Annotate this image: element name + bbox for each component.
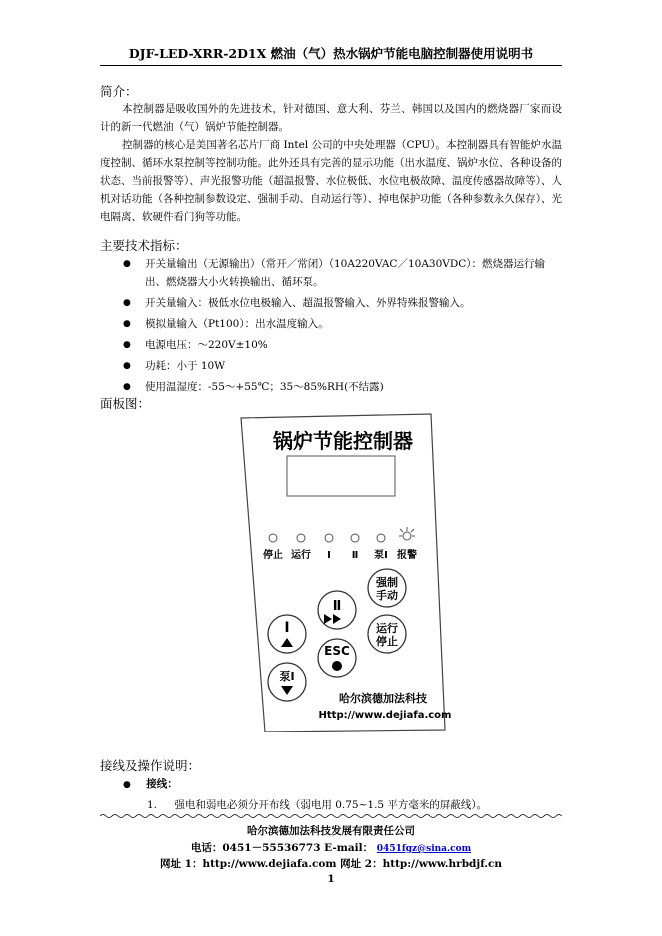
pump-1-down-button [268, 663, 306, 701]
led-label: Ⅰ [327, 550, 331, 561]
brand-name: 哈尔滨德加法科技 [339, 692, 427, 705]
footer-web-1[interactable]: 网址 1：http://www.dejiafa.com [159, 858, 337, 870]
led-stage-1 [325, 534, 333, 542]
svg-text:手动: 手动 [376, 589, 398, 602]
stage-2-up-button [318, 591, 356, 629]
intro-paragraph-2: 控制器的核心是美国著名芯片厂商 Intel 公司的中央处理器（CPU）。本控制器具有智能炉水温度控制、循环水泵控制等控制功能。此外还具有完善的显示功能（出水温度、锅炉水位、各种设备的状态、当前报警等）、声光报警功能（超温报警、水位极低、水位电极故障、温度传感器故障等）、人机对话功能（各种控制参数设定、强制手动、自动运行等）、掉电保护功能（各种参数永久保存）、光电隔离、软硬件看门狗等功能。 [100, 139, 562, 223]
led-label: 泵Ⅰ [374, 550, 388, 561]
footer-websites [100, 856, 562, 871]
svg-text:运行: 运行 [376, 622, 398, 635]
svg-text:停止: 停止 [376, 635, 398, 648]
bullet-icon: ● [123, 780, 131, 790]
intro-title: 简介： [100, 84, 138, 99]
led-label: 运行 [291, 550, 311, 561]
footer-contact [100, 840, 562, 855]
wiring-sub-bullet: ● 接线： [123, 778, 178, 790]
specs-list [123, 255, 563, 399]
spec-item: ● 开关量输出（无源输出）（常开／常闭）（10A220VAC／10A30VDC）：燃烧器运行输出、燃烧器大小火转换输出、循环泵。 [123, 255, 563, 291]
footer-company: 哈尔滨德加法科技发展有限责任公司 [247, 825, 415, 837]
led-pump-1 [377, 534, 385, 542]
brand-url: Http://www.dejiafa.com [318, 710, 451, 721]
wiring-item-1: 1. 强电和弱电必须分开布线（弱电用 0.75~1.5 平方毫米的屏蔽线）。 [147, 799, 488, 811]
stage-1-button [268, 615, 306, 653]
esc-button [318, 639, 356, 677]
svg-text:Ⅰ: Ⅰ [284, 620, 290, 636]
svg-text:泵Ⅰ: 泵Ⅰ [279, 670, 295, 683]
svg-text:ESC: ESC [324, 644, 350, 658]
run-stop-button [368, 615, 406, 653]
led-label: 报警 [397, 550, 417, 561]
spec-item: ● 模拟量输入（Pt100）：出水温度输入。 [123, 315, 563, 333]
footer-phone: 电话：0451－55536773 E-mail： [190, 842, 374, 854]
wiring-title: 接线及操作说明： [100, 758, 201, 773]
spec-item: ● 电源电压：～220V±10% [123, 336, 563, 354]
display-screen [287, 456, 395, 496]
led-label: Ⅱ [351, 550, 359, 561]
led-run [297, 534, 305, 542]
spec-item: ● 使用温湿度：-55～+55℃；35～85%RH(不结露) [123, 378, 563, 396]
led-stop [269, 534, 277, 542]
force-manual-button [368, 569, 406, 607]
panel-title: 锅炉节能控制器 [273, 429, 413, 453]
footer-web-2[interactable]: 网址 2：http://www.hrbdjf.cn [340, 858, 503, 870]
control-panel-illustration [235, 412, 451, 732]
footer-wave-divider [100, 813, 562, 819]
svg-text:Ⅱ: Ⅱ [332, 599, 342, 614]
intro-paragraph-1: 本控制器是吸收国外的先进技术，针对德国、意大利、芬兰、韩国以及国内的燃烧器厂家而设计的新一代燃油（气）锅炉节能控制器。 [100, 103, 562, 133]
specs-title: 主要技术指标： [100, 238, 188, 253]
footer-email-link[interactable]: 0451fgz@sina.com [376, 844, 472, 854]
led-stage-2 [351, 534, 359, 542]
wiring-list [123, 774, 487, 815]
svg-text:强制: 强制 [376, 576, 398, 589]
document-header: DJF-LED-XRR-2D1X 燃油（气）热水锅炉节能电脑控制器使用说明书 [100, 44, 562, 66]
spec-item: ● 功耗：小于 10W [123, 357, 563, 375]
spec-item: ● 开关量输入：极低水位电极输入、超温报警输入、外界特殊报警输入。 [123, 294, 563, 312]
stop-dot-icon [332, 661, 342, 671]
page-number: 1 [327, 873, 335, 885]
led-label: 停止 [263, 550, 283, 561]
panel-section-title: 面板图： [100, 396, 151, 411]
